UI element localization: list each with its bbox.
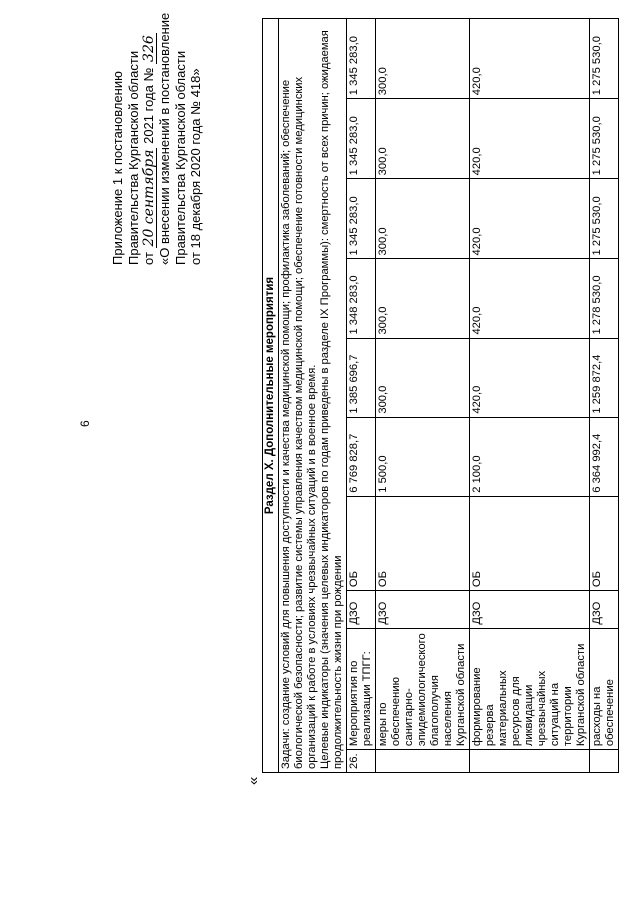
handwritten-number: 326 [141,35,157,62]
amount-total: 6 769 828,7 [347,417,376,496]
amount-year-1: 1 259 872,4 [590,338,619,417]
row-number [470,750,590,773]
tasks-row [279,19,347,773]
table-row [376,19,470,773]
tasks-text: Задачи: создание условий для повышения доступности и качества медицинской помощи; профилактика заболеваний; обеспечение биологической безопасности; развитие системы управления качеством медицинской помощи; обеспечение готовности медицинских организаций к работе в условиях чрезвычайных ситуаций и в военное время. [280,76,318,769]
tasks-cell [279,19,347,773]
appendix-line-6: от 18 декабря 2020 года № 418» [188,68,203,265]
table-row [590,19,619,773]
measure-name: меры по обеспечению санитарно-эпидемиологического благополучия населения Курганской области [376,628,470,750]
funding-source: ОБ [590,496,619,590]
measure-name: формирование резерва материальных ресурсов для ликвидации чрезвычайных ситуаций на территории Курганской области [470,628,590,750]
handwritten-date: 20 сентября [141,149,157,247]
amount-year-2: 420,0 [470,259,590,338]
amount-year-2: 300,0 [376,259,470,338]
executor: ДЗО [376,591,470,629]
amount-year-5: 1 345 283,0 [347,19,376,99]
amount-year-3: 420,0 [470,179,590,259]
row-number [376,750,470,773]
row-number: 26. [347,750,376,773]
appendix-line-5: Правительства Курганской области [172,50,188,265]
amount-year-1: 1 385 696,7 [347,338,376,417]
amount-total: 2 100,0 [470,417,590,496]
amount-year-4: 300,0 [376,99,470,179]
measures-table [262,18,619,773]
amount-year-1: 300,0 [376,338,470,417]
indicators-text: Целевые индикаторы (значения целевых индикаторов по годам приведены в разделе IX Программы): смертность от всех причин; ожидаемая продолжительность жизни при рождении [319,30,344,769]
appendix-line-2: Правительства Курганской области [125,50,141,265]
amount-year-3: 300,0 [376,179,470,259]
amount-year-3: 1 345 283,0 [347,179,376,259]
section-title-row [263,19,279,773]
amount-year-5: 1 275 530,0 [590,19,619,99]
amount-year-1: 420,0 [470,338,590,417]
opening-quote: « [245,776,262,785]
table-row [347,19,376,773]
amount-total: 1 500,0 [376,417,470,496]
measure-name: расходы на обеспечение [590,628,619,750]
amount-year-2: 1 348 283,0 [347,259,376,338]
amount-year-4: 420,0 [470,99,590,179]
row-number [590,750,619,773]
executor: ДЗО [590,591,619,629]
amount-year-2: 1 278 530,0 [590,259,619,338]
funding-source: ОБ [376,496,470,590]
amount-year-5: 420,0 [470,19,590,99]
amount-year-3: 1 275 530,0 [590,179,619,259]
measure-name: Мероприятия по реализации ТПГГ: [347,628,376,750]
funding-source: ОБ [347,496,376,590]
date-prefix: от [141,252,156,265]
appendix-date-line [141,5,157,265]
executor: ДЗО [347,591,376,629]
section-title: Раздел X. Дополнительные мероприятия [263,19,279,773]
appendix-line-1: Приложение 1 к постановлению [110,71,125,265]
appendix-line-4: «О внесении изменений в постановление [157,12,172,265]
amount-year-5: 300,0 [376,19,470,99]
executor: ДЗО [470,591,590,629]
appendix-header [110,5,204,265]
amount-total: 6 364 992,4 [590,417,619,496]
amount-year-4: 1 275 530,0 [590,99,619,179]
date-suffix: 2021 года № [141,67,156,144]
funding-source: ОБ [470,496,590,590]
table-row [470,19,590,773]
amount-year-4: 1 345 283,0 [347,99,376,179]
page-number: 6 [78,420,92,427]
